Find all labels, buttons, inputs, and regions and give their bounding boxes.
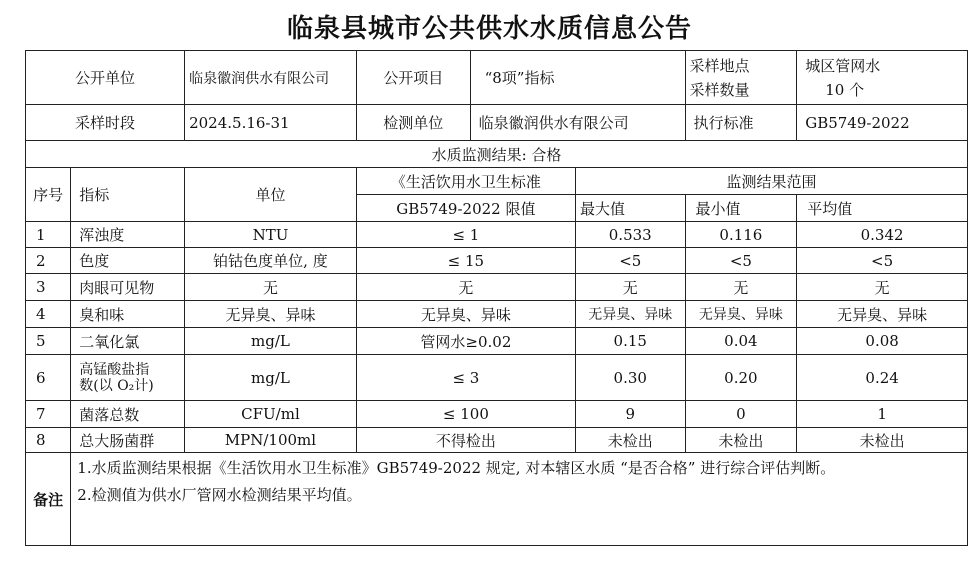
table-row [26,301,968,328]
header-limit-line2: GB5749-2022 限值 [356,195,575,222]
row-seq: 5 [26,328,71,355]
table-row [26,248,968,274]
row-seq: 3 [26,274,71,301]
row-seq: 2 [26,248,71,274]
notes-line2: 2.检测值为供水厂管网水检测结果平均值。 [77,486,362,504]
water-quality-table [25,50,968,546]
row-unit: NTU [185,222,357,248]
row-unit: 无 [185,274,357,301]
lab-label: 检测单位 [356,105,470,141]
result-banner: 水质监测结果: 合格 [26,141,968,168]
header-indicator: 指标 [71,168,185,222]
table-row [26,274,968,301]
notes-line1: 1.水质监测结果根据《生活饮用水卫生标准》GB5749-2022 规定, 对本辖区水质 “是否合格” 进行综合评估判断。 [77,459,836,477]
row-indicator: 二氧化氯 [71,328,185,355]
row-seq: 1 [26,222,71,248]
std-label: 执行标准 [685,105,797,141]
header-range: 监测结果范围 [575,168,967,195]
row-unit: 铂钴色度单位, 度 [185,248,357,274]
table-row [26,328,968,355]
row-indicator-line1: 高锰酸盐指 [79,361,150,378]
row-avg: 未检出 [797,428,968,453]
row-min: <5 [685,248,797,274]
row-avg: 无异臭、异味 [797,301,968,328]
item-label: 公开项目 [356,51,470,105]
row-max: 0.15 [575,328,685,355]
notes-label: 备注 [26,453,71,546]
table-row [26,401,968,428]
row-indicator: 菌落总数 [71,401,185,428]
row-min: 无 [685,274,797,301]
site-count-values [797,51,968,105]
row-min: 0.04 [685,328,797,355]
table-row [26,428,968,453]
row-min: 0.116 [685,222,797,248]
row-limit: ≤ 1 [356,222,575,248]
row-indicator: 总大肠菌群 [71,428,185,453]
row-min: 0 [685,401,797,428]
table-row [26,222,968,248]
row-max: 9 [575,401,685,428]
row-min: 无异臭、异味 [685,301,797,328]
row-max: 0.30 [575,355,685,401]
row-max: 无 [575,274,685,301]
row-unit: 无异臭、异味 [185,301,357,328]
row-avg: 0.24 [797,355,968,401]
table-row [26,355,968,401]
row-avg: 无 [797,274,968,301]
row-avg: <5 [797,248,968,274]
lab-value: 临泉徽润供水有限公司 [470,105,685,141]
header-max: 最大值 [575,195,685,222]
row-max: <5 [575,248,685,274]
row-min: 未检出 [685,428,797,453]
row-seq: 7 [26,401,71,428]
item-value: “8项”指标 [470,51,685,105]
org-value: 临泉徽润供水有限公司 [185,51,357,105]
row-seq: 8 [26,428,71,453]
row-indicator [71,355,185,401]
row-indicator: 臭和味 [71,301,185,328]
row-indicator: 浑浊度 [71,222,185,248]
page-title: 临泉县城市公共供水水质信息公告 [286,14,692,44]
row-limit: ≤ 3 [356,355,575,401]
site-count-labels [685,51,797,105]
period-value: 2024.5.16-31 [185,105,357,141]
row-indicator-line2: 数(以 O₂计) [79,377,154,394]
row-avg: 1 [797,401,968,428]
row-limit: 不得检出 [356,428,575,453]
row-avg: 0.08 [797,328,968,355]
period-label: 采样时段 [26,105,185,141]
org-label: 公开单位 [26,51,185,105]
row-unit: mg/L [185,355,357,401]
row-limit: ≤ 15 [356,248,575,274]
header-limit-line1: 《生活饮用水卫生标准 [356,168,575,195]
row-seq: 4 [26,301,71,328]
row-limit: ≤ 100 [356,401,575,428]
row-unit: mg/L [185,328,357,355]
row-limit: 无异臭、异味 [356,301,575,328]
count-value: 10 个 [825,80,865,99]
row-indicator: 色度 [71,248,185,274]
row-limit: 无 [356,274,575,301]
row-limit: 管网水≥0.02 [356,328,575,355]
std-value: GB5749-2022 [797,105,968,141]
row-max: 未检出 [575,428,685,453]
site-label: 采样地点 [689,56,750,75]
row-indicator: 肉眼可见物 [71,274,185,301]
header-avg: 平均值 [797,195,968,222]
site-value: 城区管网水 [805,56,881,75]
row-unit: MPN/100ml [185,428,357,453]
count-label: 采样数量 [689,80,750,99]
row-min: 0.20 [685,355,797,401]
header-seq: 序号 [26,168,71,222]
header-unit: 单位 [185,168,357,222]
row-seq: 6 [26,355,71,401]
notes-content [71,453,968,546]
row-avg: 0.342 [797,222,968,248]
row-max: 无异臭、异味 [575,301,685,328]
row-max: 0.533 [575,222,685,248]
header-min: 最小值 [685,195,797,222]
row-unit: CFU/ml [185,401,357,428]
